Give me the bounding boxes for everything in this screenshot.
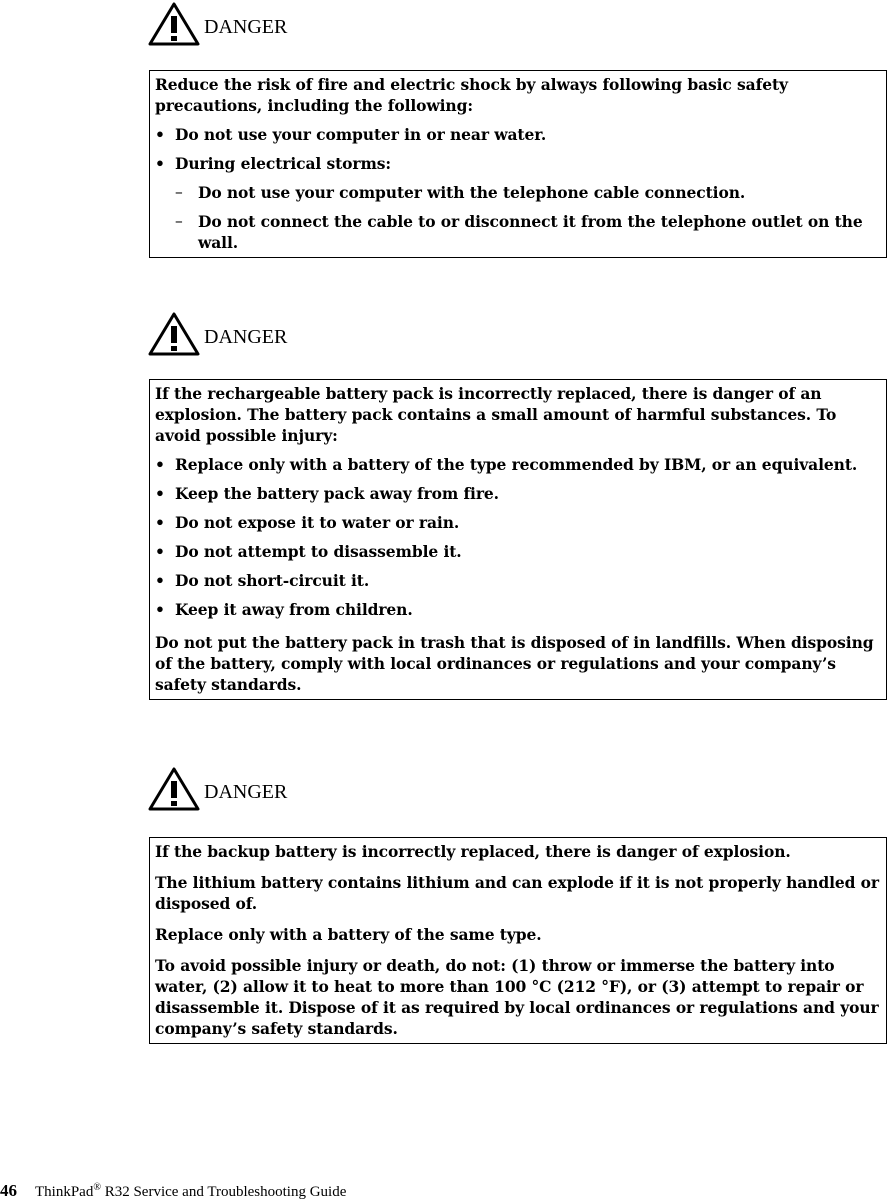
paragraph: To avoid possible injury or death, do not: (1) throw or immerse the battery into water, (2) allow it to heat to more than 100 °C (212 °F), or (3) attempt to repair or disassemble it. Dispose of it as required by local ordinances or regulations and your company’s safety standards.	[155, 956, 879, 1038]
list-item: • Keep the battery pack away from fire.	[155, 484, 499, 503]
paragraph: If the backup battery is incorrectly replaced, there is danger of explosion.	[155, 842, 791, 861]
list-item: • Do not expose it to water or rain.	[155, 513, 460, 532]
danger-label: DANGER	[204, 781, 288, 803]
closing-text: Do not put the battery pack in trash that is disposed of in landfills. When disposing of the battery, comply with local ordinances or regulations and your company’s safety standards.	[155, 633, 874, 694]
product-name: ThinkPad	[35, 1184, 94, 1200]
paragraph: Replace only with a battery of the same type.	[155, 925, 542, 944]
danger-box-2	[149, 379, 887, 700]
paragraph: The lithium battery contains lithium and can explode if it is not properly handled or disposed of.	[155, 873, 879, 913]
warning-triangle-icon	[148, 767, 200, 811]
danger-box-1	[149, 70, 887, 258]
list-item: • Do not attempt to disassemble it.	[155, 542, 462, 561]
list-item: • Do not short-circuit it.	[155, 571, 370, 590]
list-item: • Replace only with a battery of the type recommended by IBM, or an equivalent.	[155, 455, 858, 474]
danger-label: DANGER	[204, 326, 288, 348]
list-item: • Do not use your computer in or near water.	[155, 125, 547, 144]
list-item: • Keep it away from children.	[155, 600, 413, 619]
registered-mark: ®	[93, 1182, 101, 1193]
warning-triangle-icon	[148, 2, 200, 46]
list-item: – Do not use your computer with the telephone cable connection.	[175, 183, 746, 202]
list-item: – Do not connect the cable to or disconnect it from the telephone outlet on the wall.	[175, 212, 863, 252]
bullet-list	[155, 124, 882, 174]
page-footer	[0, 1181, 346, 1201]
warning-triangle-icon	[148, 312, 200, 356]
guide-title: R32 Service and Troubleshooting Guide	[100, 1184, 347, 1200]
intro-text: Reduce the risk of fire and electric shock by always following basic safety precautions, including the following:	[155, 75, 788, 115]
sub-bullet-list	[155, 182, 882, 253]
list-item: • During electrical storms:	[155, 154, 392, 173]
bullet-list	[155, 454, 882, 620]
page-number: 46	[0, 1181, 17, 1200]
danger-box-3	[149, 837, 887, 1044]
danger-label: DANGER	[204, 16, 288, 38]
intro-text: If the rechargeable battery pack is incorrectly replaced, there is danger of an explosion. The battery pack contains a small amount of harmful substances. To avoid possible injury:	[155, 384, 837, 445]
